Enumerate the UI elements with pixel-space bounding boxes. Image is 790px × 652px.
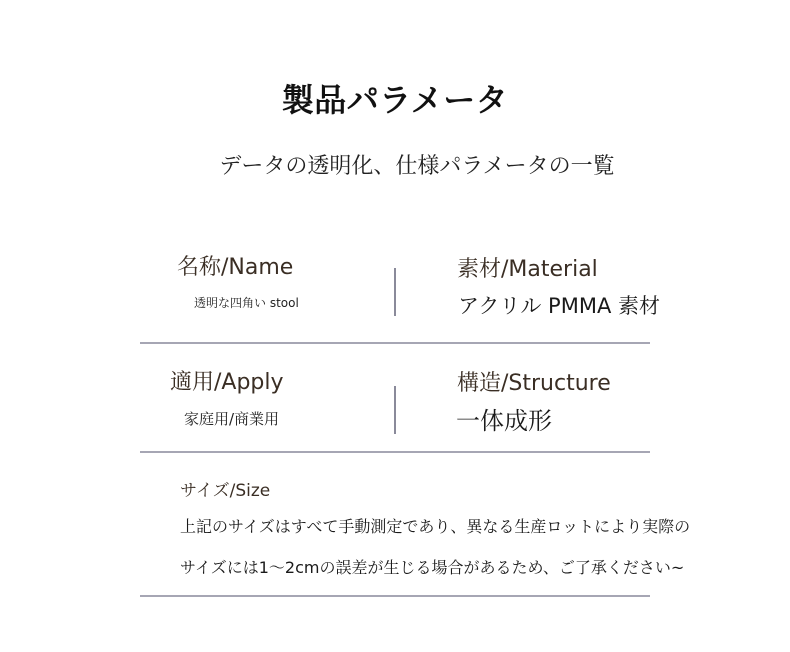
- material-label: 素材/Material: [457, 257, 598, 282]
- bottom-divider: [140, 595, 650, 597]
- material-value: アクリル PMMA 素材: [458, 294, 660, 318]
- size-note-line1: 上記のサイズはすべて手動測定であり、異なる生産ロットにより実際の: [180, 517, 691, 536]
- size-label: サイズ/Size: [180, 481, 271, 501]
- size-note-line2: サイズには1～2cmの誤差が生じる場合があるため、ご了承ください~: [180, 558, 685, 577]
- structure-value: 一体成形: [456, 407, 552, 435]
- page-title: 製品パラメータ: [281, 81, 509, 119]
- name-value: 透明な四角い stool: [194, 296, 299, 310]
- structure-label: 構造/Structure: [457, 371, 611, 396]
- row1-divider: [140, 342, 650, 344]
- row2-divider: [140, 451, 650, 453]
- name-label: 名称/Name: [177, 255, 294, 280]
- page-subtitle: データの透明化、仕様パラメータの一覧: [219, 154, 615, 179]
- row2-column-divider: [394, 386, 396, 434]
- row1-column-divider: [394, 268, 396, 316]
- apply-value: 家庭用/商業用: [184, 410, 280, 428]
- apply-label: 適用/Apply: [170, 370, 284, 395]
